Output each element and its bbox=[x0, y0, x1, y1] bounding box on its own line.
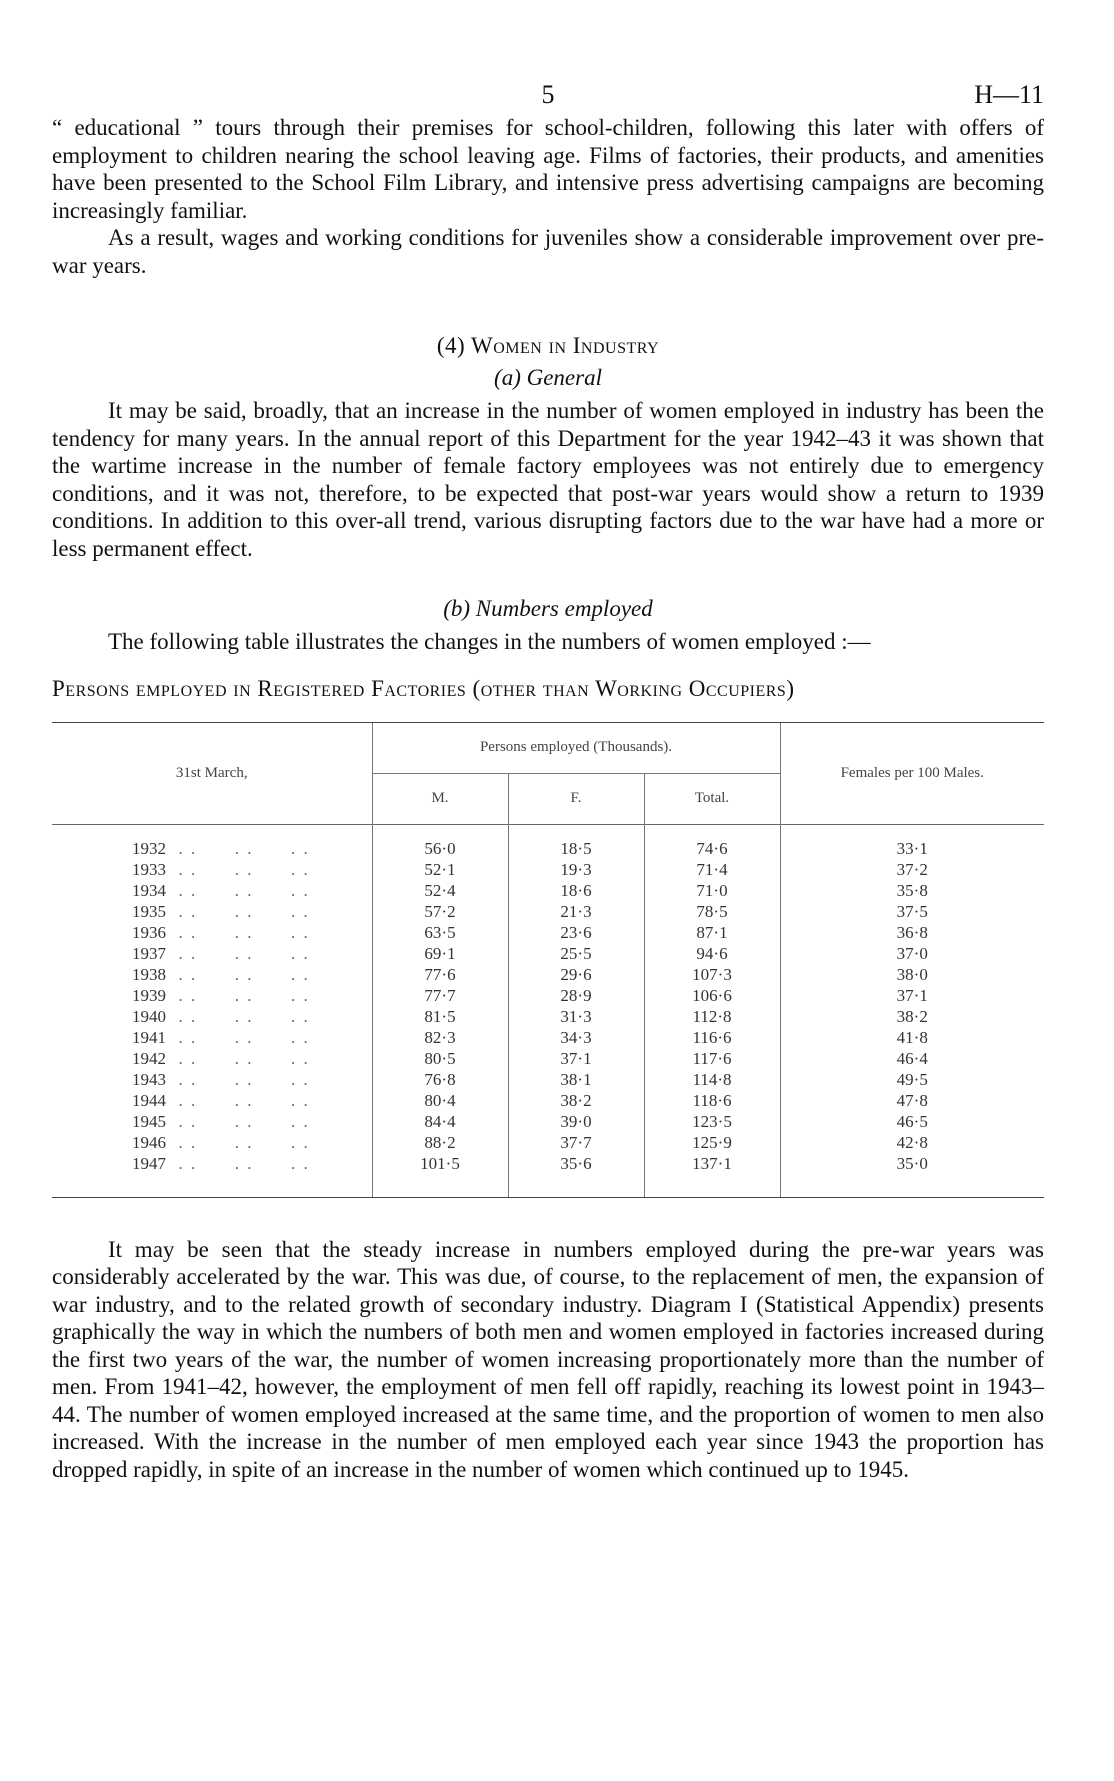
year-cell bbox=[52, 986, 372, 1007]
ratio-cell: 46·4 bbox=[780, 1049, 1044, 1070]
table-row bbox=[52, 1154, 1044, 1197]
page-header bbox=[52, 80, 1044, 114]
document-page bbox=[52, 80, 1044, 1483]
ratio-cell: 38·0 bbox=[780, 965, 1044, 986]
year-cell bbox=[52, 860, 372, 881]
ratio-cell: 46·5 bbox=[780, 1112, 1044, 1133]
total-cell: 114·8 bbox=[644, 1070, 780, 1091]
total-cell: 74·6 bbox=[644, 824, 780, 860]
dot-leader: . . . . . . bbox=[166, 1112, 310, 1131]
year-label: 1943 bbox=[132, 1070, 166, 1089]
males-cell: 84·4 bbox=[372, 1112, 508, 1133]
dot-leader: . . . . . . bbox=[166, 881, 310, 900]
dot-leader: . . . . . . bbox=[166, 965, 310, 984]
subheading-general: (a) General bbox=[494, 365, 602, 390]
year-cell bbox=[52, 965, 372, 986]
males-cell: 77·6 bbox=[372, 965, 508, 986]
ratio-cell: 36·8 bbox=[780, 923, 1044, 944]
year-label: 1939 bbox=[132, 986, 166, 1005]
ratio-cell: 47·8 bbox=[780, 1091, 1044, 1112]
year-cell bbox=[52, 923, 372, 944]
column-header-females: F. bbox=[508, 773, 644, 824]
females-cell: 37·7 bbox=[508, 1133, 644, 1154]
employment-table-container bbox=[52, 722, 1044, 1198]
males-cell: 80·4 bbox=[372, 1091, 508, 1112]
females-cell: 38·2 bbox=[508, 1091, 644, 1112]
document-code: H—11 bbox=[974, 80, 1044, 109]
total-cell: 116·6 bbox=[644, 1028, 780, 1049]
males-cell: 69·1 bbox=[372, 944, 508, 965]
table-row bbox=[52, 1007, 1044, 1028]
table-row bbox=[52, 944, 1044, 965]
table-title: Persons employed in Registered Factories (other than Working Occupiers) bbox=[52, 675, 795, 701]
dot-leader: . . . . . . bbox=[166, 839, 310, 858]
year-cell bbox=[52, 1154, 372, 1197]
ratio-cell: 35·0 bbox=[780, 1154, 1044, 1197]
year-label: 1946 bbox=[132, 1133, 166, 1152]
year-cell bbox=[52, 944, 372, 965]
table-row bbox=[52, 965, 1044, 986]
total-cell: 118·6 bbox=[644, 1091, 780, 1112]
ratio-cell: 37·2 bbox=[780, 860, 1044, 881]
dot-leader: . . . . . . bbox=[166, 1028, 310, 1047]
females-cell: 34·3 bbox=[508, 1028, 644, 1049]
column-header-persons-employed: Persons employed (Thousands). bbox=[372, 723, 780, 774]
year-label: 1941 bbox=[132, 1028, 166, 1047]
year-label: 1945 bbox=[132, 1112, 166, 1131]
dot-leader: . . . . . . bbox=[166, 1070, 310, 1089]
year-label: 1932 bbox=[132, 839, 166, 858]
year-label: 1933 bbox=[132, 860, 166, 879]
dot-leader: . . . . . . bbox=[166, 1091, 310, 1110]
males-cell: 63·5 bbox=[372, 923, 508, 944]
ratio-cell: 37·0 bbox=[780, 944, 1044, 965]
year-cell bbox=[52, 1112, 372, 1133]
column-header-total: Total. bbox=[644, 773, 780, 824]
table-row bbox=[52, 1112, 1044, 1133]
page-number: 5 bbox=[541, 80, 555, 109]
total-cell: 71·4 bbox=[644, 860, 780, 881]
females-cell: 18·6 bbox=[508, 881, 644, 902]
year-cell bbox=[52, 1070, 372, 1091]
table-row bbox=[52, 824, 1044, 860]
total-cell: 107·3 bbox=[644, 965, 780, 986]
year-cell bbox=[52, 881, 372, 902]
ratio-cell: 37·1 bbox=[780, 986, 1044, 1007]
ratio-cell: 42·8 bbox=[780, 1133, 1044, 1154]
dot-leader: . . . . . . bbox=[166, 1049, 310, 1068]
dot-leader: . . . . . . bbox=[166, 944, 310, 963]
females-cell: 25·5 bbox=[508, 944, 644, 965]
females-cell: 18·5 bbox=[508, 824, 644, 860]
table-row bbox=[52, 1070, 1044, 1091]
males-cell: 82·3 bbox=[372, 1028, 508, 1049]
ratio-cell: 49·5 bbox=[780, 1070, 1044, 1091]
dot-leader: . . . . . . bbox=[166, 1154, 310, 1173]
table-row bbox=[52, 986, 1044, 1007]
ratio-cell: 37·5 bbox=[780, 902, 1044, 923]
column-header-year: 31st March, bbox=[175, 764, 248, 781]
year-cell bbox=[52, 1028, 372, 1049]
females-cell: 39·0 bbox=[508, 1112, 644, 1133]
males-cell: 101·5 bbox=[372, 1154, 508, 1197]
dot-leader: . . . . . . bbox=[166, 1007, 310, 1026]
table-row bbox=[52, 881, 1044, 902]
year-label: 1942 bbox=[132, 1049, 166, 1068]
section-heading: (4) Women in Industry bbox=[436, 333, 660, 358]
year-label: 1935 bbox=[132, 902, 166, 921]
males-cell: 52·1 bbox=[372, 860, 508, 881]
table-row bbox=[52, 923, 1044, 944]
intro-paragraph-2: As a result, wages and working conditions for juveniles show a considerable improvement over pre-war years. bbox=[52, 225, 1044, 278]
females-cell: 29·6 bbox=[508, 965, 644, 986]
males-cell: 77·7 bbox=[372, 986, 508, 1007]
females-cell: 37·1 bbox=[508, 1049, 644, 1070]
total-cell: 137·1 bbox=[644, 1154, 780, 1197]
total-cell: 94·6 bbox=[644, 944, 780, 965]
closing-paragraph: It may be seen that the steady increase in numbers employed during the pre-war years was considerably accelerated by the war. This was due, of course, to the replacement of men, the expansion of war industry, and to the related growth of secondary industry. Diagram I (Statistical Appendix) presents graphically the way in which the numbers of both men and women employed in factories increased during the first two years of the war, the number of women increasing proportionately more than the number of men. From 1941–42, however, the employment of men fell off rapidly, reaching its lowest point in 1943–44. The number of women employed increased at the same time, and the proportion of women to men also increased. With the increase in the number of men employed each year since 1943 the proportion has dropped rapidly, in spite of an increase in the number of women which continued up to 1945. bbox=[52, 1236, 1044, 1482]
year-label: 1936 bbox=[132, 923, 166, 942]
ratio-cell: 33·1 bbox=[780, 824, 1044, 860]
males-cell: 56·0 bbox=[372, 824, 508, 860]
total-cell: 123·5 bbox=[644, 1112, 780, 1133]
females-cell: 21·3 bbox=[508, 902, 644, 923]
table-row bbox=[52, 860, 1044, 881]
females-cell: 19·3 bbox=[508, 860, 644, 881]
ratio-cell: 38·2 bbox=[780, 1007, 1044, 1028]
column-header-males: M. bbox=[372, 773, 508, 824]
general-paragraph: It may be said, broadly, that an increase in the number of women employed in industry has been the tendency for many years. In the annual report of this Department for the year 1942–43 it was shown that the wartime increase in the number of female factory employees was not entirely due to emergency conditions, and it was not, therefore, to be expected that post-war years would show a return to 1939 conditions. In addition to this over-all trend, various disrupting factors due to the war have had a more or less permanent effect. bbox=[52, 398, 1044, 561]
females-cell: 23·6 bbox=[508, 923, 644, 944]
total-cell: 117·6 bbox=[644, 1049, 780, 1070]
year-cell bbox=[52, 902, 372, 923]
males-cell: 57·2 bbox=[372, 902, 508, 923]
total-cell: 112·8 bbox=[644, 1007, 780, 1028]
females-cell: 38·1 bbox=[508, 1070, 644, 1091]
year-cell bbox=[52, 824, 372, 860]
year-cell bbox=[52, 1133, 372, 1154]
intro-paragraph-1: “ educational ” tours through their premises for school-children, following this later with offers of employment to children nearing the school leaving age. Films of factories, their products, and amenities have been presented to the School Film Library, and intensive press advertising campaigns are becoming increasingly familiar. bbox=[52, 115, 1044, 223]
males-cell: 80·5 bbox=[372, 1049, 508, 1070]
ratio-cell: 41·8 bbox=[780, 1028, 1044, 1049]
males-cell: 81·5 bbox=[372, 1007, 508, 1028]
year-label: 1934 bbox=[132, 881, 166, 900]
total-cell: 106·6 bbox=[644, 986, 780, 1007]
year-cell bbox=[52, 1091, 372, 1112]
year-cell bbox=[52, 1007, 372, 1028]
dot-leader: . . . . . . bbox=[166, 902, 310, 921]
year-label: 1940 bbox=[132, 1007, 166, 1026]
table-body bbox=[52, 824, 1044, 1197]
males-cell: 52·4 bbox=[372, 881, 508, 902]
dot-leader: . . . . . . bbox=[166, 986, 310, 1005]
table-row bbox=[52, 1091, 1044, 1112]
year-label: 1944 bbox=[132, 1091, 166, 1110]
males-cell: 76·8 bbox=[372, 1070, 508, 1091]
total-cell: 78·5 bbox=[644, 902, 780, 923]
females-cell: 35·6 bbox=[508, 1154, 644, 1197]
year-label: 1937 bbox=[132, 944, 166, 963]
total-cell: 87·1 bbox=[644, 923, 780, 944]
females-cell: 31·3 bbox=[508, 1007, 644, 1028]
dot-leader: . . . . . . bbox=[166, 923, 310, 942]
total-cell: 71·0 bbox=[644, 881, 780, 902]
table-intro-paragraph: The following table illustrates the changes in the numbers of women employed :— bbox=[108, 629, 871, 654]
table-row bbox=[52, 1133, 1044, 1154]
dot-leader: . . . . . . bbox=[166, 860, 310, 879]
year-cell bbox=[52, 1049, 372, 1070]
subheading-numbers-employed: (b) Numbers employed bbox=[443, 596, 653, 621]
table-row bbox=[52, 1049, 1044, 1070]
males-cell: 88·2 bbox=[372, 1133, 508, 1154]
year-label: 1938 bbox=[132, 965, 166, 984]
employment-table bbox=[52, 723, 1044, 1197]
dot-leader: . . . . . . bbox=[166, 1133, 310, 1152]
year-label: 1947 bbox=[132, 1154, 166, 1173]
table-row bbox=[52, 1028, 1044, 1049]
total-cell: 125·9 bbox=[644, 1133, 780, 1154]
table-row bbox=[52, 902, 1044, 923]
ratio-cell: 35·8 bbox=[780, 881, 1044, 902]
column-header-females-per-100-males: Females per 100 Males. bbox=[780, 723, 1044, 825]
females-cell: 28·9 bbox=[508, 986, 644, 1007]
